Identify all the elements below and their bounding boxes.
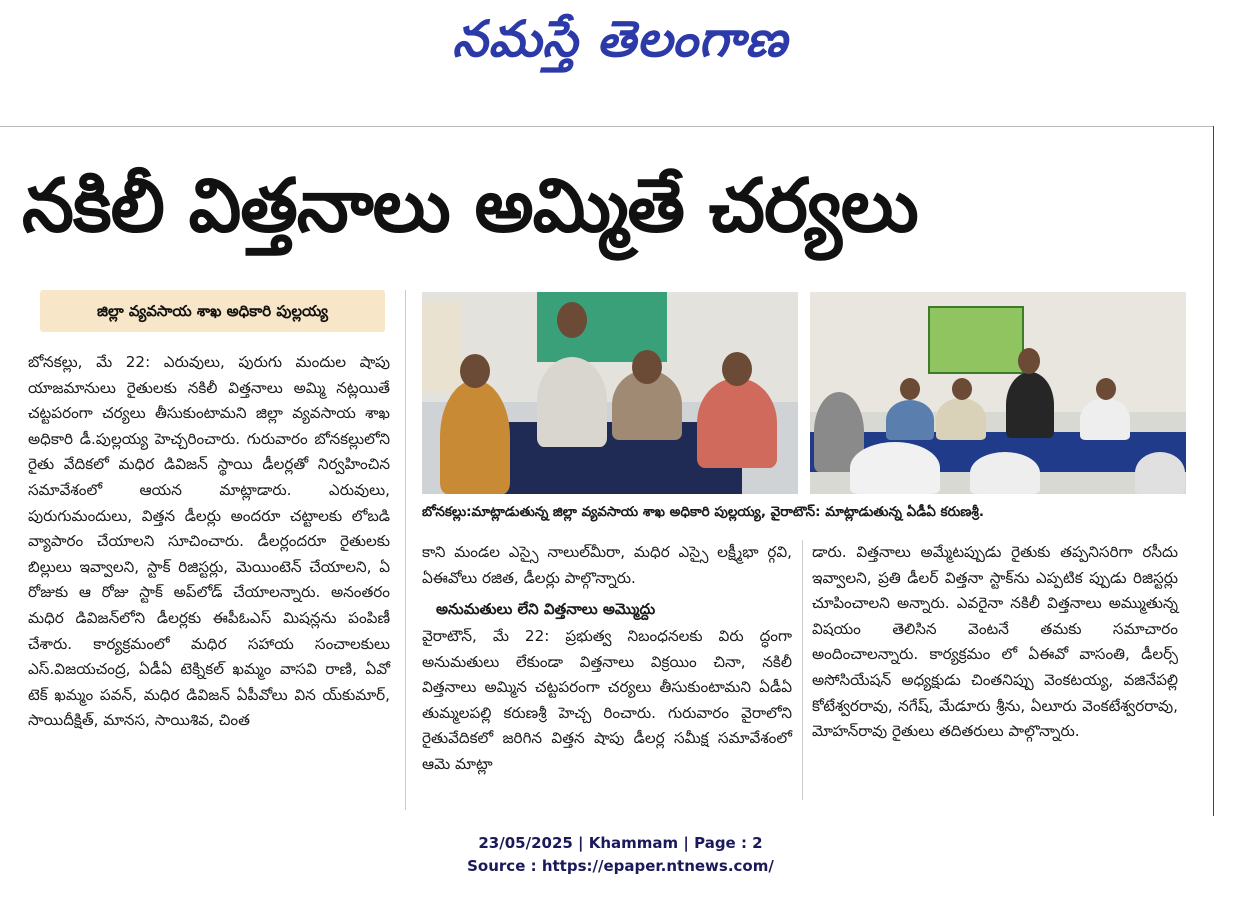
- photo-bonakallu-meeting: [422, 292, 798, 494]
- footer-date-line: 23/05/2025 | Khammam | Page : 2: [478, 834, 763, 852]
- column-divider-2: [802, 540, 803, 800]
- article-headline: నకిలీ విత్తనాలు అమ్మితే చర్యలు: [22, 163, 918, 249]
- masthead-logo: నమస్తే తెలంగాణ: [452, 9, 788, 68]
- right-border: [1213, 126, 1214, 816]
- photo-caption: బోనకల్లు:మాట్లాడుతున్న జిల్లా వ్యవసాయ శాఖ అధికారి పుల్లయ్య, వైరాటౌన్: మాట్లాడుతున్న ఏడీఏ కరుణశ్రీ.: [422, 504, 984, 520]
- section-subhead-2: అనుమతులు లేని విత్తనాలు అమ్మొద్దు: [436, 600, 656, 618]
- column-2b-text: వైరాటౌన్, మే 22: ప్రభుత్వ నిబంధనలకు విరు ద్ధంగా అనుమతులు లేకుండా విత్తనాలు విక్రయిం చినా, నకిలీ విత్తనాలు అమ్మిన చట్టపరంగా చర్యలు తీసుకుంటామని ఏడీఏ తుమ్మలపల్లి కరుణశ్రీ హెచ్చ రించారు. గురువారం వైరాలోని రైతువేదికలో జరిగిన విత్తన షాపు డీలర్ల సమీక్ష సమావేశంలో ఆమె మాట్లా: [422, 627, 792, 773]
- article-subhead: జిల్లా వ్యవసాయ శాఖ అధికారి పుల్లయ్య: [40, 290, 385, 332]
- column-1-text: బోనకల్లు, మే 22: ఎరువులు, పురుగు మందుల షాపు యాజమానులు రైతులకు నకిలీ విత్తనాలు అమ్మి నట్లయితే చట్టపరంగా చర్యలు తీసుకుంటామని జిల్లా వ్యవసాయ శాఖ అధికారి డీ.పుల్లయ్య హెచ్చరించారు. గురువారం బోనకల్లులోని రైతు వేదికలో మధిర డివిజన్ స్థాయి డీలర్లతో నిర్వహించిన సమావేశంలో ఆయన మాట్లాడారు. ఎరువులు, పురుగుమందులు, విత్తన డీలర్లు అందరూ చట్టాలకు లోబడి వ్యాపారం చేయాలని సూచించారు. డీలర్లందరూ రైతులకు బిల్లులు ఇవ్వాలని, స్టాక్ రిజిస్టర్లు, మెయింటెన్ చేయాలని, ఏ రోజుకు ఆ రోజు స్టాక్ అప్‌లోడ్ చేయాలన్నారు. అనంతరం మధిర డివిజన్‌లోని డీలర్లకు ఈపీఓఎస్ మిషన్లను పంపిణీ చేశారు. కార్యక్రమంలో మధిర సహాయ సంచాలకులు ఎస్.విజయచంద్ర, ఏడీఏ టెక్నికల్ ఖమ్మం వాసవి రాణి, ఏవో టెక్ ఖమ్మం పవన్, మధిర డివిజన్ ఏపీవోలు విన య్‌కుమార్, సాయిదీక్షిత్, మానస, సాయిశివ, చింత: [28, 353, 390, 730]
- article-column-2b: [422, 624, 792, 804]
- page-footer: [0, 832, 1241, 878]
- column-divider-1: [405, 290, 406, 810]
- top-divider: [0, 126, 1214, 127]
- column-2-text: కాని మండల ఎస్సై నాలుల్‌మీరా, మధిర ఎస్సై లక్ష్మీభా ర్గవి, ఏఈవోలు రజిత, డీలర్లు పాల్గొన్నారు.: [422, 543, 792, 587]
- photo-wyra-meeting: [810, 292, 1186, 494]
- column-3-text: డారు. విత్తనాలు అమ్మేటప్పుడు రైతుకు తప్పనిసరిగా రసీదు ఇవ్వాలని, ప్రతి డీలర్ విత్తనా స్టాక్‌ను ఎప్పటిక ప్పుడు రిజిస్టర్లు చూపించాలని అన్నారు. ఎవరైనా నకిలీ విత్తనాలు అమ్ముతున్న విషయం తెలిసిన వెంటనే తమకు సమాచారం అందించాలన్నారు. కార్యక్రమం లో ఏఈవో వాసంతి, డీలర్స్ అసోసియేషన్ అధ్యక్షుడు చింతనిప్పు వెంకటయ్య, వజినేపల్లి కోటేశ్వరరావు, నగేష్, మేడూరు శ్రీను, ఏలూరు వెంకటేశ్వరరావు, మోహన్‌రావు రైతులు తదితరులు పాల్గొన్నారు.: [812, 543, 1178, 741]
- article-column-3: [812, 540, 1178, 800]
- article-column-1: [28, 350, 390, 810]
- footer-source-line: Source : https://epaper.ntnews.com/: [467, 857, 774, 875]
